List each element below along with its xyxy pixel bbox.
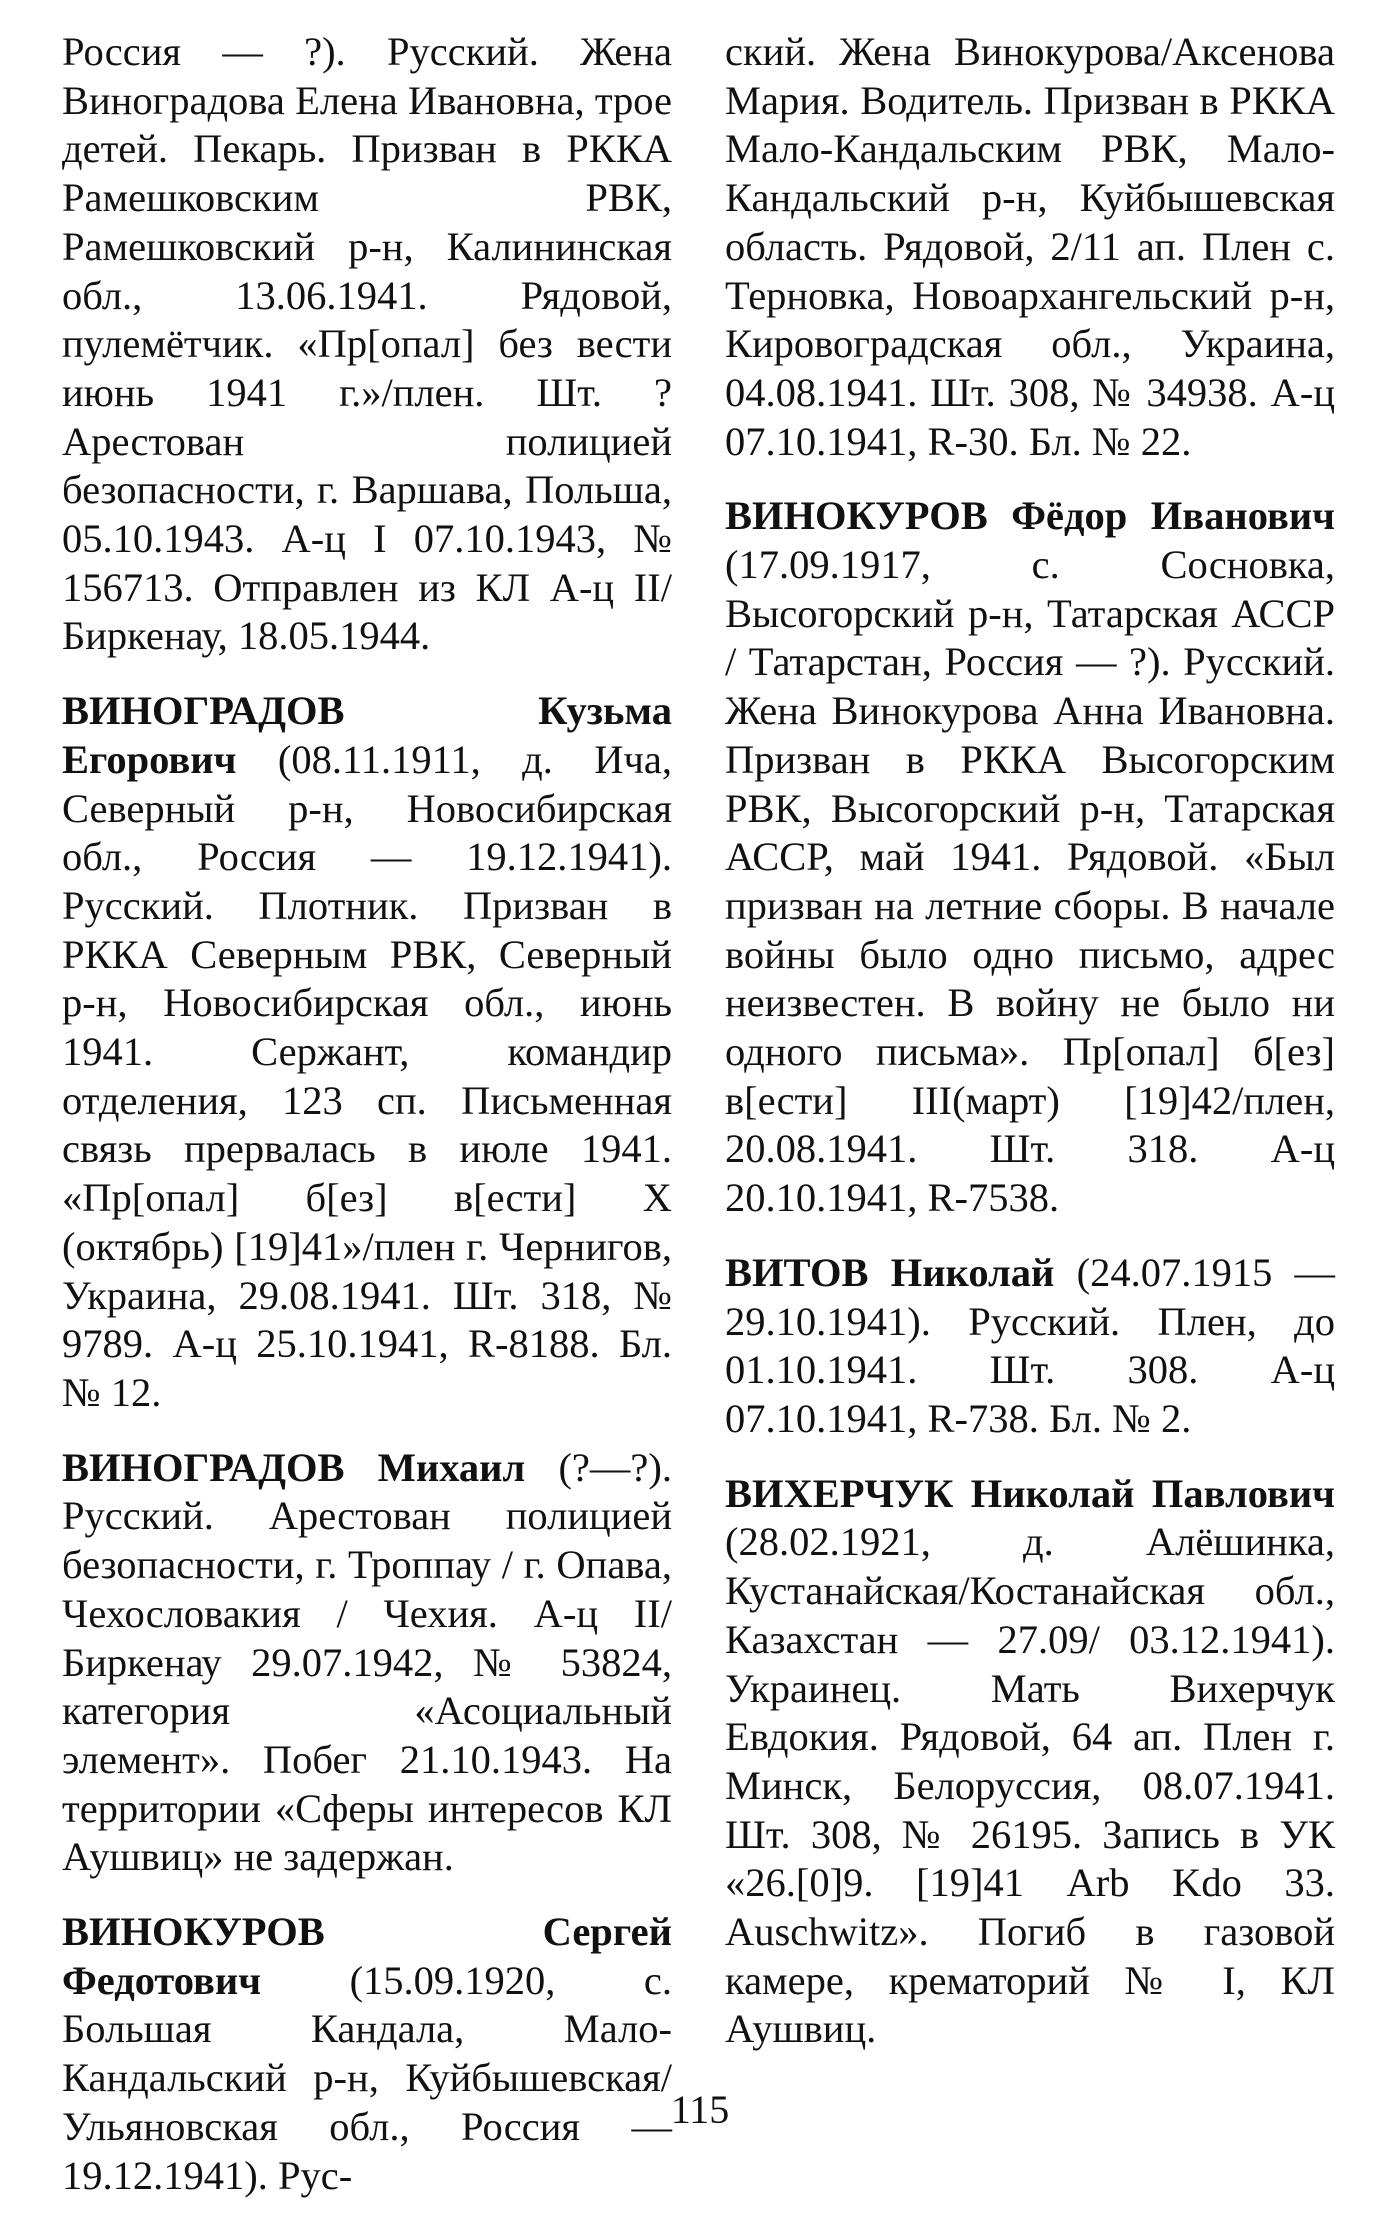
entry-text: (15.09.1920, с. Большая Кандала, Мало-Кандальский р-н, Куйбышевская/Ульяновская обл., Россия — 19.12.1941). Рус-	[62, 1957, 672, 2198]
entry-continued	[62, 28, 672, 661]
entry-name: ВИХЕРЧУК Николай Павлович	[725, 1470, 1335, 1516]
entry-vinogradov-mikhail	[62, 1444, 672, 1882]
entry-name: ВИНОГРАДОВ Кузьма Егорович	[62, 688, 672, 782]
page-number: 115	[670, 2087, 730, 2132]
entry-text: (24.07.1915 — 29.10.1941). Русский. Плен, до 01.10.1941. Шт. 308. А-ц 07.10.1941, R-738. Бл. № 2.	[725, 1249, 1336, 1441]
entry-text: (17.09.1917, с. Сосновка, Высогорский р-н, Татарская АССР / Татарстан, Россия — ?). Русский. Жена Винокурова Анна Ивановна. Призван в РККА Высогорским РВК, Высогорский р-н, Татарская АССР, май 1941. Рядовой. «Был призван на летние сборы. В начале войны было одно письмо, адрес неизвестен. В войну не было ни одного письма». Пр[опал] б[ез] в[ести] III(март) [19]42/плен, 20.08.1941. Шт. 318. А-ц 20.10.1941, R-7538.	[725, 542, 1335, 1221]
entry-vinokurov-sergey	[62, 1908, 672, 2200]
entry-vinogradov-kuzma	[62, 687, 672, 1418]
entry-continued	[725, 28, 1335, 466]
right-column	[725, 28, 1335, 2080]
entry-vikherchuk-nikolay	[725, 1470, 1335, 2054]
entry-text: (08.11.1911, д. Ича, Северный р-н, Новосибирская обл., Россия — 19.12.1941). Русский. Плотник. Призван в РККА Северным РВК, Северный р-н, Новосибирская обл., июнь 1941. Сержант, командир отделения, 123 сп. Письменная связь прервалась в июле 1941. «Пр[опал] б[ез] в[ести] Х (октябрь) [19]41»/плен г. Чернигов, Украина, 29.08.1941. Шт. 318, № 9789. А-ц 25.10.1941, R-8188. Бл. № 12.	[62, 736, 672, 1415]
entry-vinokurov-fedor	[725, 492, 1335, 1223]
left-column	[62, 28, 672, 2226]
entry-text: ский. Жена Винокурова/Аксенова Мария. Водитель. Призван в РККА Мало-Кандальским РВК, Мало-Кандальский р-н, Куйбышевская область. Рядовой, 2/11 ап. Плен с. Терновка, Новоархангельский р-н, Кировоградская обл., Украина, 04.08.1941. Шт. 308, № 34938. А-ц 07.10.1941, R-30. Бл. № 22.	[725, 29, 1335, 464]
entry-name: ВИНОКУРОВ Сергей Федотович	[62, 1909, 672, 2003]
entry-name: ВИТОВ Николай	[725, 1249, 1055, 1295]
entry-name: ВИНОКУРОВ Фёдор Иванович	[725, 493, 1335, 539]
entry-text: Россия — ?). Русский. Жена Виноградова Елена Ивановна, трое детей. Пекарь. Призван в РККА Рамешковским РВК, Рамешковский р-н, Калининская обл., 13.06.1941. Рядовой, пулемётчик. «Пр[опал] без вести июнь 1941 г.»/плен. Шт. ? Арестован полицией безопасности, г. Варшава, Польша, 05.10.1943. А-ц I 07.10.1943, № 156713. Отправлен из КЛ А-ц II/Биркенау, 18.05.1944.	[62, 29, 672, 659]
entry-text: (?—?). Русский. Арестован полицией безопасности, г. Троппау / г. Опава, Чехословакия / Чехия. А-ц II/Биркенау 29.07.1942, № 53824, категория «Асоциальный элемент». Побег 21.10.1943. На территории «Сферы интересов КЛ Аушвиц» не задержан.	[62, 1444, 672, 1880]
entry-text: (28.02.1921, д. Алёшинка, Кустанайская/Костанайская обл., Казахстан — 27.09/ 03.12.1941). Украинец. Мать Вихерчук Евдокия. Рядовой, 64 ап. Плен г. Минск, Белоруссия, 08.07.1941. Шт. 308, № 26195. Запись в УК «26.[0]9. [19]41 Arb Kdo 33. Auschwitz». Погиб в газовой камере, крематорий № I, КЛ Аушвиц.	[725, 1519, 1335, 2052]
entry-name: ВИНОГРАДОВ Михаил	[62, 1444, 526, 1490]
entry-vitov-nikolay	[725, 1249, 1335, 1444]
